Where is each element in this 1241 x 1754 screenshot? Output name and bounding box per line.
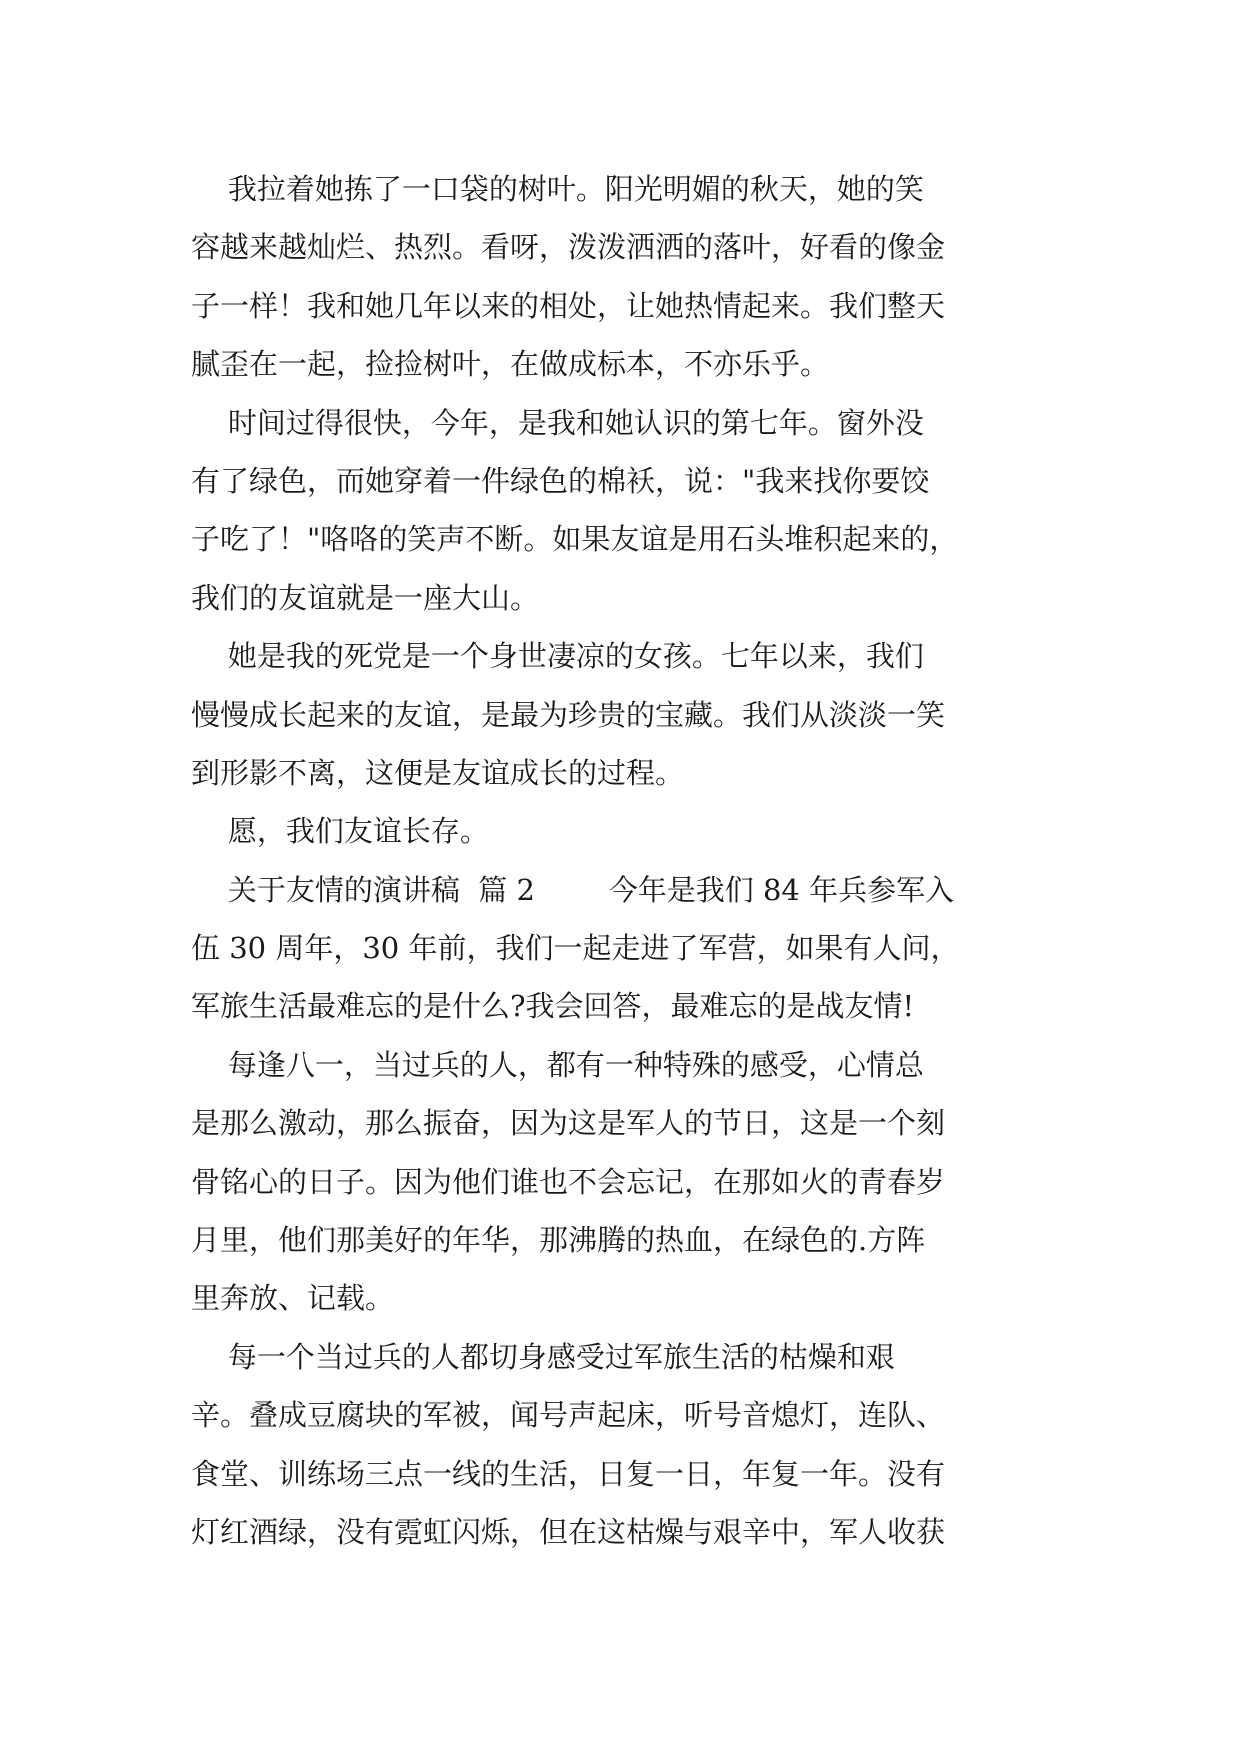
text-line: 有了绿色，而她穿着一件绿色的棉袄，说："我来找你要饺 — [191, 463, 930, 498]
text-line: 她是我的死党是一个身世凄凉的女孩。七年以来，我们 — [191, 639, 924, 674]
text-line: 子一样！我和她几年以来的相处，让她热情起来。我们整天 — [191, 288, 946, 323]
text-line: 灯红酒绿，没有霓虹闪烁，但在这枯燥与艰辛中，军人收获 — [191, 1514, 946, 1549]
text-line: 腻歪在一起，捡捡树叶，在做成标本，不亦乐乎。 — [191, 347, 830, 382]
text-line: 子吃了！"咯咯的笑声不断。如果友谊是用石头堆积起来的， — [191, 522, 959, 557]
section-heading-line: 关于友情的演讲稿 篇 2 今年是我们 84 年兵参军入 — [191, 872, 955, 907]
text-line: 是那么激动，那么振奋，因为这是军人的节日，这是一个刻 — [191, 1106, 946, 1141]
body-text — [191, 160, 1061, 1561]
text-line: 每一个当过兵的人都切身感受过军旅生活的枯燥和艰 — [191, 1339, 895, 1374]
text-line: 我拉着她拣了一口袋的树叶。阳光明媚的秋天，她的笑 — [191, 172, 924, 206]
text-line: 伍 30 周年，30 年前，我们一起走进了军营，如果有人问， — [191, 931, 960, 966]
text-line: 容越来越灿烂、热烈。看呀，泼泼洒洒的落叶，好看的像金 — [191, 230, 946, 265]
text-line: 军旅生活最难忘的是什么?我会回答，最难忘的是战友情! — [191, 989, 915, 1024]
text-line: 里奔放、记载。 — [191, 1281, 395, 1316]
text-line: 时间过得很快，今年，是我和她认识的第七年。窗外没 — [191, 405, 924, 440]
text-line: 骨铭心的日子。因为他们谁也不会忘记，在那如火的青春岁 — [191, 1164, 946, 1199]
text-line: 到形影不离，这便是友谊成长的过程。 — [191, 755, 685, 790]
text-line: 食堂、训练场三点一线的生活，日复一日，年复一年。没有 — [191, 1456, 946, 1491]
text-line: 辛。叠成豆腐块的军被，闻号声起床，听号音熄灯，连队、 — [191, 1398, 946, 1433]
text-line: 每逢八一，当过兵的人，都有一种特殊的感受，心情总 — [191, 1047, 924, 1082]
text-line: 我们的友谊就是一座大山。 — [191, 580, 540, 615]
text-line: 月里，他们那美好的年华，那沸腾的热血，在绿色的.方阵 — [191, 1223, 926, 1258]
text-line: 慢慢成长起来的友谊，是最为珍贵的宝藏。我们从淡淡一笑 — [191, 697, 946, 732]
text-line: 愿，我们友谊长存。 — [191, 814, 489, 849]
